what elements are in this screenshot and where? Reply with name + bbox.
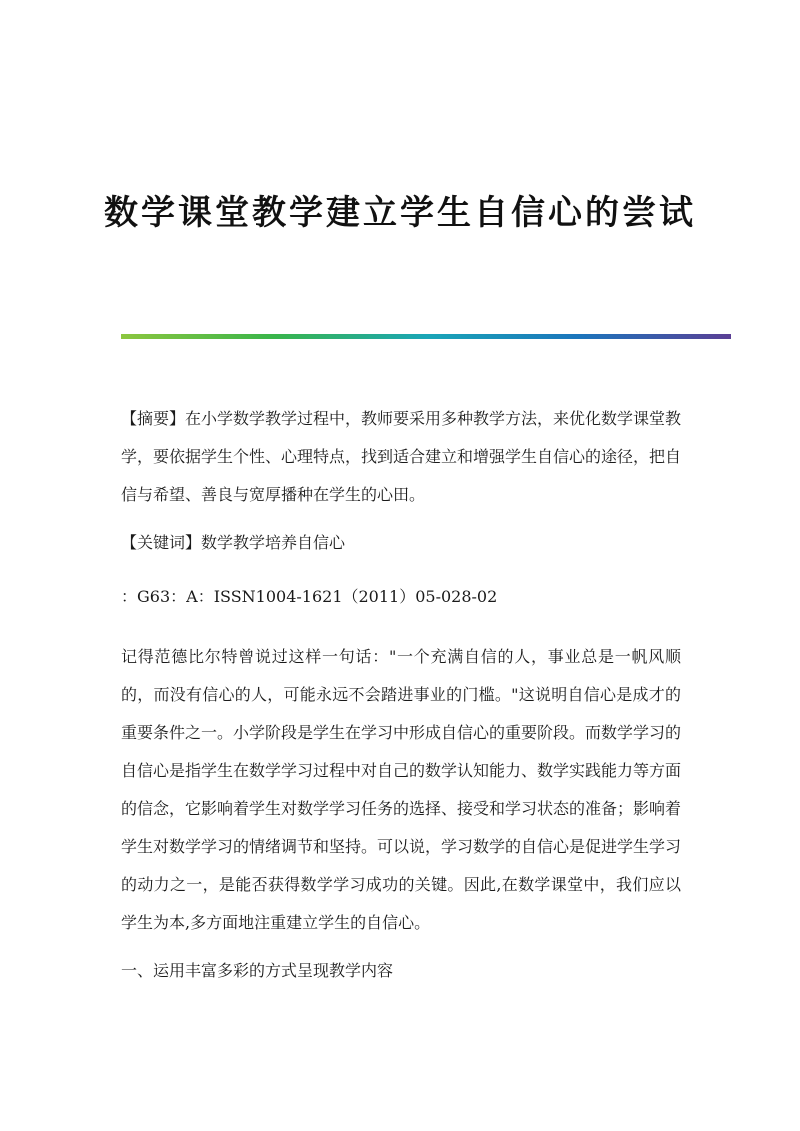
classification-line: ：G63：A：ISSN1004-1621（2011）05-028-02 [121, 587, 498, 606]
document-title: 数学课堂教学建立学生自信心的尝试 [104, 193, 696, 233]
document-body [121, 400, 681, 1012]
keywords-line: 【关键词】数学教学培养自信心 [121, 533, 346, 552]
section-heading: 一、运用丰富多彩的方式呈现教学内容 [121, 961, 394, 980]
abstract-paragraph: 【摘要】在小学数学教学过程中，教师要采用多种教学方法，来优化数学课堂教学，要依据学生个性、心理特点，找到适合建立和增强学生自信心的途径，把自信与希望、善良与宽厚播种在学生的心田。 [121, 409, 682, 504]
title-divider [121, 334, 731, 339]
body-paragraph: 记得范德比尔特曾说过这样一句话："一个充满自信的人，事业总是一帆风顺的，而没有信心的人，可能永远不会踏进事业的门槛。"这说明自信心是成才的重要条件之一。小学阶段是学生在学习中形成自信心的重要阶段。而数学学习的自信心是指学生在数学学习过程中对自己的数学认知能力、数学实践能力等方面的信念，它影响着学生对数学学习任务的选择、接受和学习状态的准备；影响着学生对数学学习的情绪调节和坚持。可以说，学习数学的自信心是促进学生学习的动力之一，是能否获得数学学习成功的关键。因此,在数学课堂中，我们应以学生为本,多方面地注重建立学生的自信心。 [121, 647, 682, 932]
